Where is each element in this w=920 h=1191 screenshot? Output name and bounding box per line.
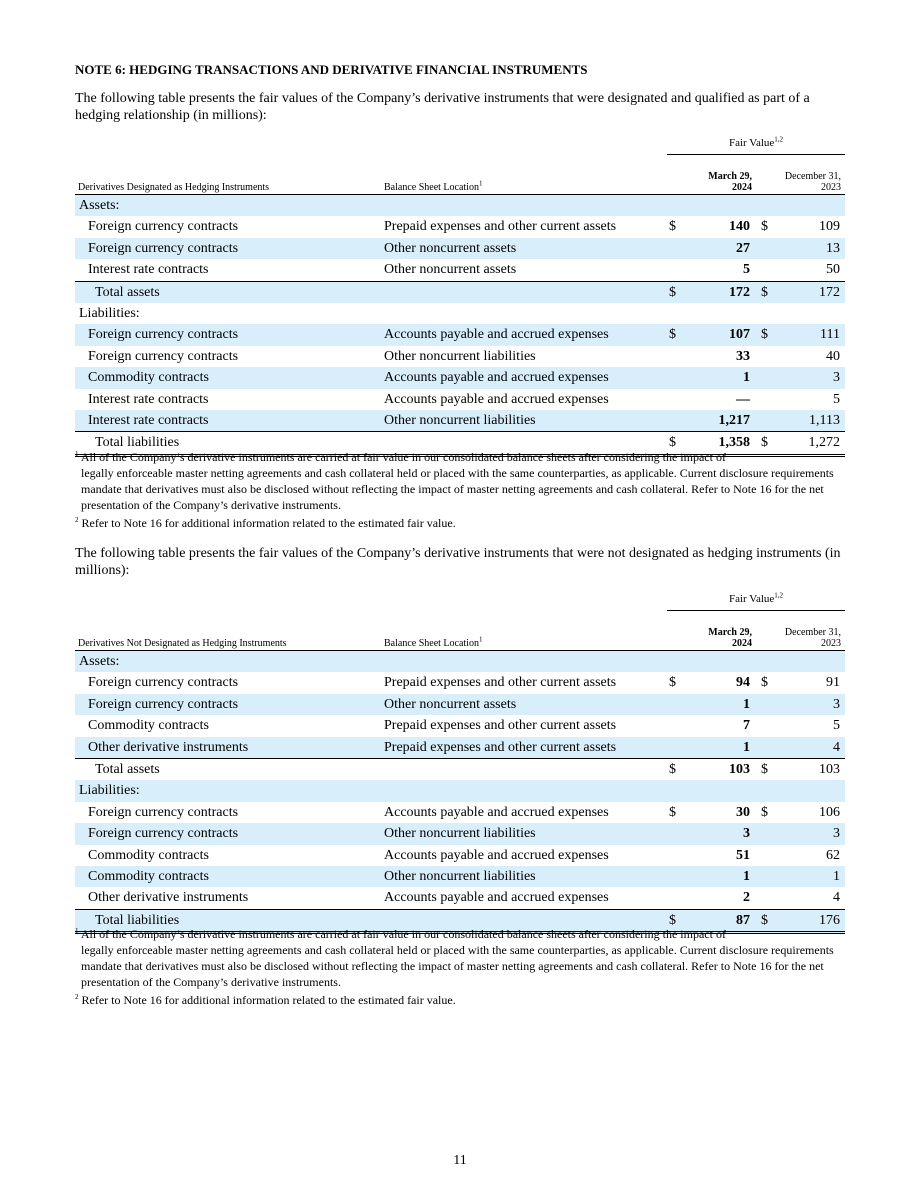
value-december-2023: 103 bbox=[819, 761, 840, 777]
table-row bbox=[75, 672, 845, 693]
row-label: Total assets bbox=[95, 761, 160, 777]
balance-sheet-location: Other noncurrent liabilities bbox=[384, 826, 536, 842]
table-row bbox=[75, 238, 845, 259]
value-march-2024: 33 bbox=[736, 348, 750, 364]
currency-march: $ bbox=[669, 675, 676, 691]
value-march-2024: 2 bbox=[743, 890, 750, 906]
table-row bbox=[75, 324, 845, 345]
row-label: Foreign currency contracts bbox=[88, 804, 239, 820]
currency-march: $ bbox=[669, 435, 676, 451]
row-label: Total assets bbox=[95, 284, 160, 300]
row-label: Foreign currency contracts bbox=[88, 826, 239, 842]
liabilities-rows bbox=[75, 802, 845, 909]
balance-sheet-location: Accounts payable and accrued expenses bbox=[384, 890, 609, 906]
table-row bbox=[75, 346, 845, 367]
balance-sheet-location: Other noncurrent assets bbox=[384, 240, 517, 256]
row-label: Foreign currency contracts bbox=[88, 675, 239, 691]
december-column-header: December 31, 2023 bbox=[784, 627, 841, 649]
balance-sheet-location: Prepaid expenses and other current assets bbox=[384, 675, 617, 691]
fair-value-header: Fair Value$^{1,2}$ bbox=[667, 593, 845, 611]
value-march-2024: 7 bbox=[743, 718, 750, 734]
balance-sheet-location: Other noncurrent liabilities bbox=[384, 348, 536, 364]
value-december-2023: 1,272 bbox=[808, 435, 840, 451]
value-december-2023: 176 bbox=[819, 912, 840, 928]
footnotes-table-2 bbox=[75, 926, 845, 1008]
row-label: Commodity contracts bbox=[88, 718, 209, 734]
value-march-2024: 27 bbox=[736, 240, 750, 256]
assets-section-label: Assets: bbox=[75, 195, 845, 216]
balance-sheet-location: Accounts payable and accrued expenses bbox=[384, 370, 609, 386]
total-assets-row bbox=[75, 758, 845, 780]
row-label: Interest rate contracts bbox=[88, 262, 209, 278]
currency-december: $ bbox=[761, 912, 768, 928]
row-label: Commodity contracts bbox=[88, 847, 209, 863]
derivatives-column-header: Derivatives Not Designated as Hedging Instruments bbox=[78, 638, 287, 649]
row-label: Other derivative instruments bbox=[88, 739, 249, 755]
currency-december: $ bbox=[761, 675, 768, 691]
currency-march: $ bbox=[669, 912, 676, 928]
table-row bbox=[75, 866, 845, 887]
row-label: Commodity contracts bbox=[88, 370, 209, 386]
table-row bbox=[75, 216, 845, 237]
value-december-2023: 50 bbox=[826, 262, 840, 278]
currency-december: $ bbox=[761, 804, 768, 820]
row-label: Interest rate contracts bbox=[88, 391, 209, 407]
table-row bbox=[75, 367, 845, 388]
balance-sheet-location: Accounts payable and accrued expenses bbox=[384, 804, 609, 820]
value-march-2024: 51 bbox=[736, 847, 750, 863]
table-row bbox=[75, 694, 845, 715]
value-march-2024: 140 bbox=[729, 219, 750, 235]
currency-december: $ bbox=[761, 761, 768, 777]
table-row bbox=[75, 389, 845, 410]
liabilities-rows bbox=[75, 324, 845, 431]
balance-sheet-location: Accounts payable and accrued expenses bbox=[384, 327, 609, 343]
value-december-2023: 3 bbox=[833, 370, 840, 386]
value-december-2023: 4 bbox=[833, 739, 840, 755]
table-header bbox=[75, 593, 845, 651]
table-row bbox=[75, 410, 845, 431]
value-december-2023: 106 bbox=[819, 804, 840, 820]
balance-sheet-location: Accounts payable and accrued expenses bbox=[384, 847, 609, 863]
footnotes-table-1 bbox=[75, 449, 845, 531]
value-december-2023: 62 bbox=[826, 847, 840, 863]
designated-derivatives-table bbox=[75, 137, 845, 457]
row-label: Foreign currency contracts bbox=[88, 696, 239, 712]
footnote-1: $^1$ All of the Company’s derivative instruments are carried at fair value in our consolidated balance sheets after considering the impact of legally enforceable master netting agreements and cash collateral held or placed with the same counterparties, as applicable. Current disclosure requirements mandate that derivatives must also be disclosed without reflecting the impact of master netting agreements and cash collateral. Refer to Note 16 for the net presentation of the Company’s derivative instruments. bbox=[75, 927, 834, 989]
table-row bbox=[75, 802, 845, 823]
december-column-header: December 31, 2023 bbox=[784, 171, 841, 193]
table-row bbox=[75, 887, 845, 908]
footnote-2: $^2$ Refer to Note 16 for additional information related to the estimated fair value. bbox=[75, 516, 456, 530]
value-december-2023: 3 bbox=[833, 826, 840, 842]
value-december-2023: 3 bbox=[833, 696, 840, 712]
assets-rows bbox=[75, 216, 845, 280]
currency-march: $ bbox=[669, 284, 676, 300]
balance-sheet-location: Accounts payable and accrued expenses bbox=[384, 391, 609, 407]
march-column-header: March 29, 2024 bbox=[708, 171, 752, 193]
currency-december: $ bbox=[761, 284, 768, 300]
row-label: Foreign currency contracts bbox=[88, 240, 239, 256]
value-december-2023: 13 bbox=[826, 240, 840, 256]
page-number: 11 bbox=[453, 1153, 467, 1168]
table-row bbox=[75, 259, 845, 280]
value-march-2024: 3 bbox=[743, 826, 750, 842]
balance-sheet-location: Other noncurrent liabilities bbox=[384, 868, 536, 884]
value-march-2024: 103 bbox=[729, 761, 750, 777]
table-row bbox=[75, 823, 845, 844]
row-label: Foreign currency contracts bbox=[88, 219, 239, 235]
intro-paragraph-not-designated: The following table presents the fair values of the Company’s derivative instruments that were not designated as hedging instruments (in millions): bbox=[75, 546, 841, 578]
value-march-2024: 94 bbox=[736, 675, 750, 691]
balance-sheet-location: Other noncurrent assets bbox=[384, 262, 517, 278]
value-march-2024: 1 bbox=[743, 868, 750, 884]
intro-paragraph-designated: The following table presents the fair values of the Company’s derivative instruments that were designated and qualified as part of a hedging relationship (in millions): bbox=[75, 91, 810, 123]
row-label: Commodity contracts bbox=[88, 868, 209, 884]
note-title: NOTE 6: HEDGING TRANSACTIONS AND DERIVATIVE FINANCIAL INSTRUMENTS bbox=[75, 62, 588, 77]
value-december-2023: 4 bbox=[833, 890, 840, 906]
value-march-2024: 30 bbox=[736, 804, 750, 820]
currency-december: $ bbox=[761, 435, 768, 451]
currency-march: $ bbox=[669, 219, 676, 235]
balance-sheet-location: Other noncurrent assets bbox=[384, 696, 517, 712]
value-march-2024: 1,358 bbox=[718, 435, 750, 451]
row-label: Other derivative instruments bbox=[88, 890, 249, 906]
table-row bbox=[75, 737, 845, 758]
footnote-2: $^2$ Refer to Note 16 for additional information related to the estimated fair value. bbox=[75, 993, 456, 1007]
table-row bbox=[75, 715, 845, 736]
liabilities-section-label: Liabilities: bbox=[75, 780, 845, 801]
march-column-header: March 29, 2024 bbox=[708, 627, 752, 649]
balance-sheet-location: Prepaid expenses and other current assets bbox=[384, 219, 617, 235]
balance-sheet-location: Prepaid expenses and other current assets bbox=[384, 739, 617, 755]
value-march-2024: 172 bbox=[729, 284, 750, 300]
row-label: Total liabilities bbox=[95, 435, 180, 451]
table-row bbox=[75, 845, 845, 866]
derivatives-column-header: Derivatives Designated as Hedging Instruments bbox=[78, 182, 270, 193]
fair-value-header: Fair Value$^{1,2}$ bbox=[667, 137, 845, 155]
value-march-2024: 5 bbox=[743, 262, 750, 278]
value-march-2024: 107 bbox=[729, 327, 750, 343]
currency-march: $ bbox=[669, 327, 676, 343]
currency-march: $ bbox=[669, 761, 676, 777]
row-label: Total liabilities bbox=[95, 912, 180, 928]
value-march-2024: — bbox=[736, 391, 750, 407]
row-label: Foreign currency contracts bbox=[88, 327, 239, 343]
liabilities-section-label: Liabilities: bbox=[79, 305, 140, 321]
assets-section-label: Assets: bbox=[75, 651, 845, 672]
balance-sheet-location-header: Balance Sheet Location$^1$ bbox=[384, 179, 483, 193]
row-label: Foreign currency contracts bbox=[88, 348, 239, 364]
value-december-2023: 172 bbox=[819, 284, 840, 300]
currency-december: $ bbox=[761, 219, 768, 235]
table-header bbox=[75, 137, 845, 195]
value-march-2024: 87 bbox=[736, 912, 750, 928]
row-label: Interest rate contracts bbox=[88, 412, 209, 428]
value-december-2023: 1 bbox=[833, 868, 840, 884]
value-december-2023: 109 bbox=[819, 219, 840, 235]
total-assets-row bbox=[75, 281, 845, 303]
value-march-2024: 1 bbox=[743, 739, 750, 755]
value-march-2024: 1 bbox=[743, 696, 750, 712]
value-december-2023: 40 bbox=[826, 348, 840, 364]
balance-sheet-location: Prepaid expenses and other current assets bbox=[384, 718, 617, 734]
value-december-2023: 1,113 bbox=[809, 412, 840, 428]
value-march-2024: 1,217 bbox=[718, 412, 750, 428]
currency-december: $ bbox=[761, 327, 768, 343]
value-december-2023: 111 bbox=[820, 327, 840, 343]
currency-march: $ bbox=[669, 804, 676, 820]
value-december-2023: 91 bbox=[826, 675, 840, 691]
balance-sheet-location-header: Balance Sheet Location$^1$ bbox=[384, 635, 483, 649]
balance-sheet-location: Other noncurrent liabilities bbox=[384, 412, 536, 428]
value-december-2023: 5 bbox=[833, 718, 840, 734]
non-designated-derivatives-table bbox=[75, 593, 845, 934]
footnote-1: $^1$ All of the Company’s derivative instruments are carried at fair value in our consolidated balance sheets after considering the impact of legally enforceable master netting agreements and cash collateral held or placed with the same counterparties, as applicable. Current disclosure requirements mandate that derivatives must also be disclosed without reflecting the impact of master netting agreements and cash collateral. Refer to Note 16 for the net presentation of the Company’s derivative instruments. bbox=[75, 450, 834, 512]
assets-rows bbox=[75, 672, 845, 758]
value-march-2024: 1 bbox=[743, 370, 750, 386]
value-december-2023: 5 bbox=[833, 391, 840, 407]
